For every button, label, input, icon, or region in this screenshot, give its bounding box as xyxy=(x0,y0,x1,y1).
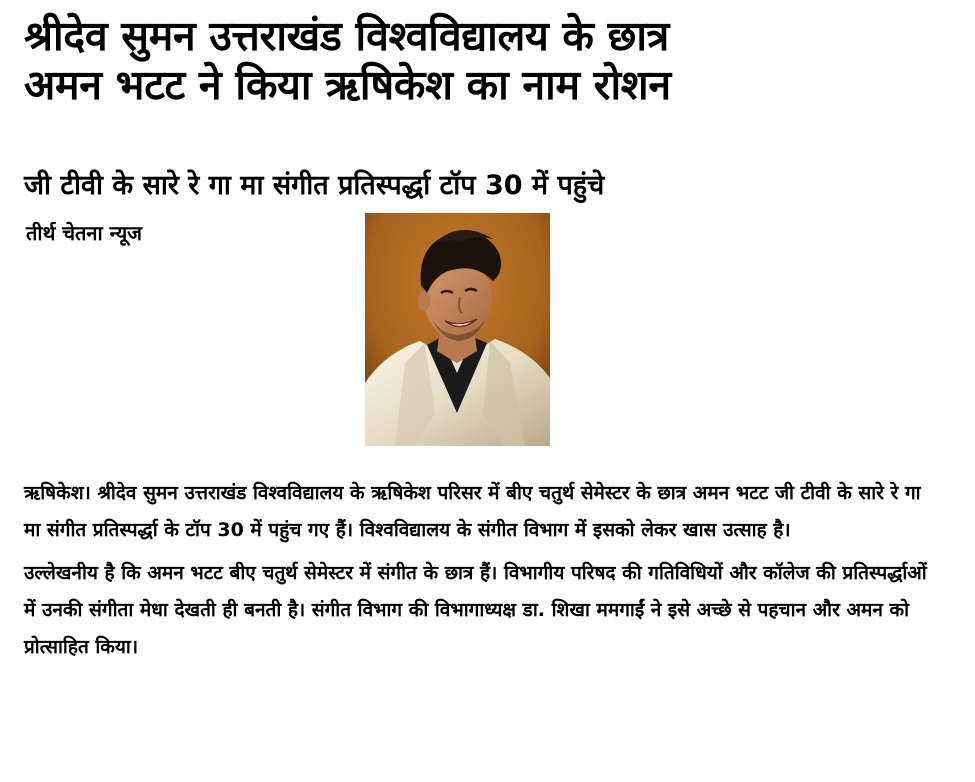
byline: तीर्थ चेतना न्यूज xyxy=(26,221,143,245)
paragraph-2: उल्लेखनीय है कि अमन भटट बीए चतुर्थ सेमेस्टर में संगीत के छात्र हैं। विभागीय परिषद की गतिविधियों और कॉलेज की प्रतिस्पर्द्धाओं में उनकी संगीता मेधा देखती ही बनती है। संगीत विभाग की विभागाध्यक्ष डा. शिखा ममगाईं ने इसे अच्छे से पहचान और अमन को प्रोत्साहित किया। xyxy=(24,562,927,658)
headline xyxy=(24,0,944,110)
portrait-photo-icon xyxy=(365,213,550,446)
paragraph-1: ऋषिकेश। श्रीदेव सुमन उत्तराखंड विश्वविद्यालय के ऋषिकेश परिसर में बीए चतुर्थ सेमेस्टर के छात्र अमन भटट जी टीवी के सारे रे गा मा संगीत प्रतिस्पर्द्धा के टॉप 30 में पहुंच गए हैं। विश्वविद्यालय के संगीत विभाग में इसको लेकर खास उत्साह है। xyxy=(24,482,921,541)
portrait-photo xyxy=(365,213,550,446)
article-body xyxy=(24,475,939,672)
subheadline: जी टीवी के सारे रे गा मा संगीत प्रतिस्पर्द्धा टॉप 30 में पहुंचे xyxy=(24,170,605,201)
news-article xyxy=(24,0,944,658)
headline-line-2: अमन भटट ने किया ऋषिकेश का नाम रोशन xyxy=(24,61,671,109)
headline-line-1: श्रीदेव सुमन उत्तराखंड विश्वविद्यालय के छात्र xyxy=(24,12,669,60)
